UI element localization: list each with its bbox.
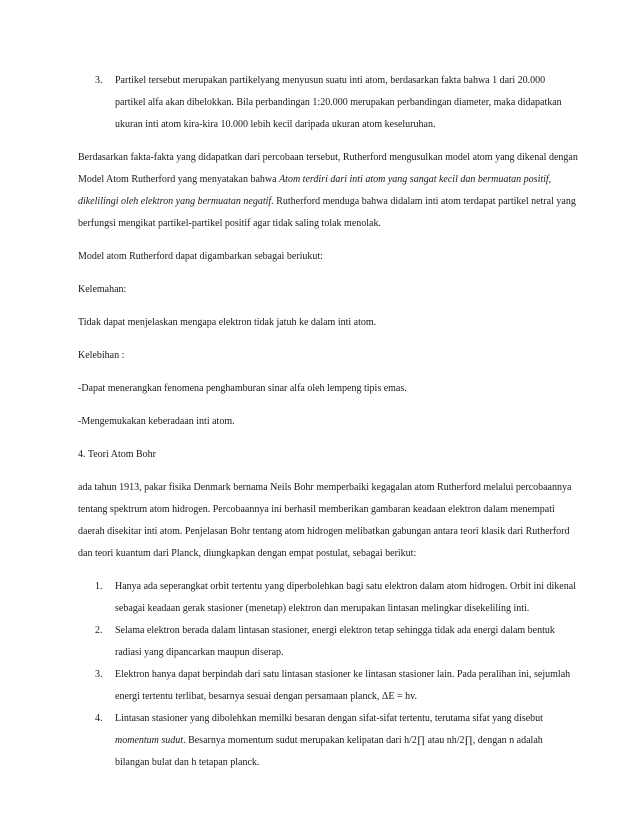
list-item-3: [83, 70, 578, 136]
list-number: 1.: [95, 581, 103, 592]
italic-term: momentum sudut: [115, 735, 184, 746]
italic-statement: Atom terdiri dari inti atom yang sangat kecil dan bermuatan positif, dikelilingi oleh elektron yang bermuatan negatif.: [78, 174, 552, 207]
list-text: Selama elektron berada dalam lintasan stasioner, energi elektron tetap sehingga tidak ada energi dalam bentuk radiasi yang dipancarkan maupun diserap.: [115, 625, 555, 658]
kelebihan-item-1: -Dapat menerangkan fenomena penghamburan sinar alfa oleh lempeng tipis emas.: [78, 383, 407, 394]
kelemahan-label: Kelemahan:: [78, 284, 127, 295]
list-number: 4.: [95, 713, 103, 724]
text-run: Rutherford menduga bahwa didalam inti atom terdapat partikel netral yang berfungsi mengikat partikel-partikel positif agar tidak saling tolak menolak.: [78, 196, 576, 229]
kelebihan-item-2: -Mengemukakan keberadaan inti atom.: [78, 416, 235, 427]
kelemahan-text: Tidak dapat menjelaskan mengapa elektron tidak jatuh ke dalam inti atom.: [78, 317, 377, 328]
text-run: Berdasarkan fakta-fakta yang didapatkan dari percobaan tersebut, Rutherford mengusulkan model atom yang dikenal dengan Model Atom Rutherford yang menyatakan bahwa: [78, 152, 578, 185]
postulate-item-4: [83, 708, 578, 774]
list-number: 3.: [95, 75, 103, 86]
paragraph-model-description: Model atom Rutherford dapat digambarkan sebagai beriukut:: [78, 251, 323, 262]
paragraph-bohr: ada tahun 1913, pakar fisika Denmark bernama Neils Bohr memperbaiki kegagalan atom Rutherford melalui percobaannya tentang spektrum atom hidrogen. Percobaannya ini berhasil memberikan gambaran keadaan elektron dalam menempati daerah disekitar inti atom. Penjelasan Bohr tentang atom hidrogen melibatkan gabungan antara teori klasik dari Rutherford dan teori kuantum dari Planck, diungkapkan dengan empat postulat, sebagai berikut:: [78, 482, 572, 559]
postulate-item-1: [83, 576, 578, 620]
section-heading-bohr: 4. Teori Atom Bohr: [78, 449, 157, 460]
postulate-item-2: [83, 620, 578, 664]
kelebihan-label: Kelebihan :: [78, 350, 125, 361]
list-text: [115, 713, 543, 768]
text-run: Lintasan stasioner yang dibolehkan memilki besaran dengan sifat-sifat tertentu, terutama sifat yang disebut: [115, 713, 543, 724]
paragraph-rutherford-model: [78, 147, 578, 235]
list-text: Partikel tersebut merupakan partikelyang menyusun suatu inti atom, berdasarkan fakta bahwa 1 dari 20.000 partikel alfa akan dibelokkan. Bila perbandingan 1:20.000 merupakan perbandingan diameter, maka didapatkan ukuran inti atom kira-kira 10.000 lebih kecil daripada ukuran atom keseluruhan.: [115, 75, 562, 130]
text-run: . Besarnya momentum sudut merupakan kelipatan dari h/2∏ atau nh/2∏, dengan n adalah bilangan bulat dan h tetapan planck.: [115, 735, 543, 768]
list-number: 3.: [95, 669, 103, 680]
postulate-item-3: [83, 664, 578, 708]
list-text: Hanya ada seperangkat orbit tertentu yang diperbolehkan bagi satu elektron dalam atom hidrogen. Orbit ini dikenal sebagai keadaan gerak stasioner (menetap) elektron dan merupakan lintasan melingkar disekeliling inti.: [115, 581, 576, 614]
list-text: Elektron hanya dapat berpindah dari satu lintasan stasioner ke lintasan stasioner lain. Pada peralihan ini, sejumlah energi tertentu terlibat, besarnya sesuai dengan persamaan planck, ΔE = hv.: [115, 669, 571, 702]
list-number: 2.: [95, 625, 103, 636]
